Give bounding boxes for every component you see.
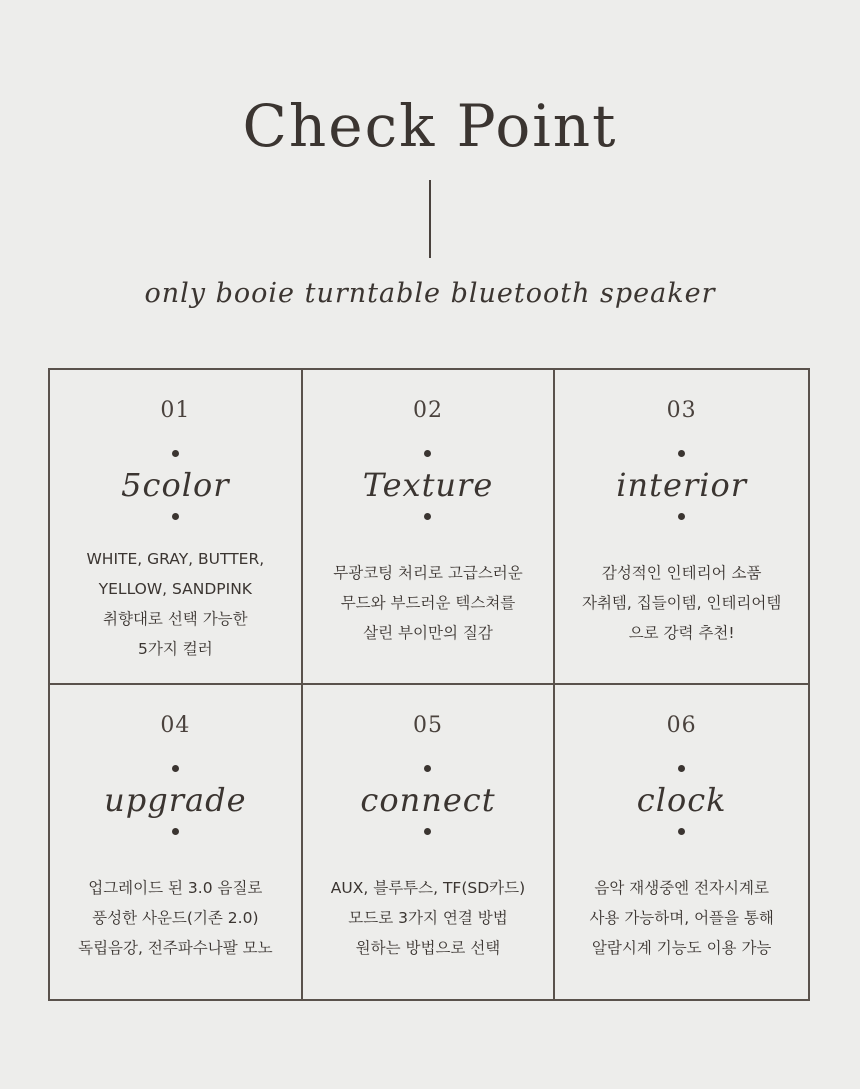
- point-number: 06: [666, 712, 697, 738]
- point-name: upgrade: [104, 780, 247, 819]
- point-description: [561, 558, 802, 648]
- point-name: clock: [636, 780, 727, 819]
- description-line: 취향대로 선택 가능한: [103, 610, 248, 628]
- description-line: 감성적인 인테리어 소품: [601, 564, 762, 582]
- dot-separator: [678, 513, 685, 520]
- description-line: 자취템, 집들이템, 인테리어템: [581, 594, 782, 612]
- point-number: 02: [412, 398, 443, 423]
- point-description: [309, 873, 548, 963]
- description-line: 모드로 3가지 연결 방법: [348, 908, 508, 927]
- point-description: [56, 873, 295, 963]
- dot-separator: [172, 513, 179, 520]
- description-line: 사용 가능하며, 어플을 통해: [589, 908, 774, 927]
- point-card-clock: [555, 685, 808, 1000]
- check-point-grid: [48, 368, 810, 1001]
- point-description: [56, 544, 295, 664]
- point-number: 04: [160, 712, 191, 738]
- description-line: 업그레이드 된 3.0 음질로: [88, 878, 263, 897]
- vertical-divider: [429, 180, 431, 258]
- point-description: [309, 558, 548, 648]
- point-name: Texture: [362, 466, 494, 504]
- dot-separator: [424, 513, 431, 520]
- description-line: WHITE, GRAY, BUTTER,: [86, 550, 265, 568]
- dot-separator: [678, 450, 685, 457]
- description-line: 무광코팅 처리로 고급스러운: [333, 564, 523, 582]
- dot-separator: [424, 450, 431, 457]
- dot-separator: [678, 828, 685, 835]
- description-line: 알람시계 기능도 이용 가능: [591, 938, 772, 957]
- point-card-texture: [303, 370, 556, 685]
- description-line: 독립음강, 전주파수나팔 모노: [78, 938, 273, 957]
- dot-separator: [172, 765, 179, 772]
- point-card-5color: [50, 370, 303, 685]
- dot-separator: [172, 450, 179, 457]
- dot-separator: [424, 828, 431, 835]
- description-line: 무드와 부드러운 텍스쳐를: [340, 594, 516, 612]
- point-number: 05: [412, 712, 443, 738]
- description-line: 풍성한 사운드(기존 2.0): [92, 908, 259, 927]
- point-description: [561, 873, 802, 963]
- point-card-upgrade: [50, 685, 303, 1000]
- description-line: AUX, 블루투스, TF(SD카드): [330, 878, 526, 897]
- description-line: 살린 부이만의 질감: [363, 624, 493, 642]
- point-number: 01: [160, 398, 191, 423]
- dot-separator: [424, 765, 431, 772]
- point-name: 5color: [121, 466, 230, 504]
- dot-separator: [678, 765, 685, 772]
- point-card-interior: [555, 370, 808, 685]
- point-name: connect: [360, 780, 496, 819]
- description-line: 5가지 컬러: [137, 640, 213, 658]
- point-card-connect: [303, 685, 556, 1000]
- description-line: 으로 강력 추천!: [628, 624, 735, 642]
- point-number: 03: [666, 398, 697, 423]
- point-name: interior: [616, 466, 748, 504]
- page-subtitle: only booie turntable bluetooth speaker: [144, 278, 716, 309]
- dot-separator: [172, 828, 179, 835]
- description-line: 음악 재생중엔 전자시계로: [594, 878, 769, 897]
- description-line: 원하는 방법으로 선택: [355, 938, 501, 957]
- page-title: Check Point: [242, 92, 618, 160]
- description-line: YELLOW, SANDPINK: [98, 580, 252, 598]
